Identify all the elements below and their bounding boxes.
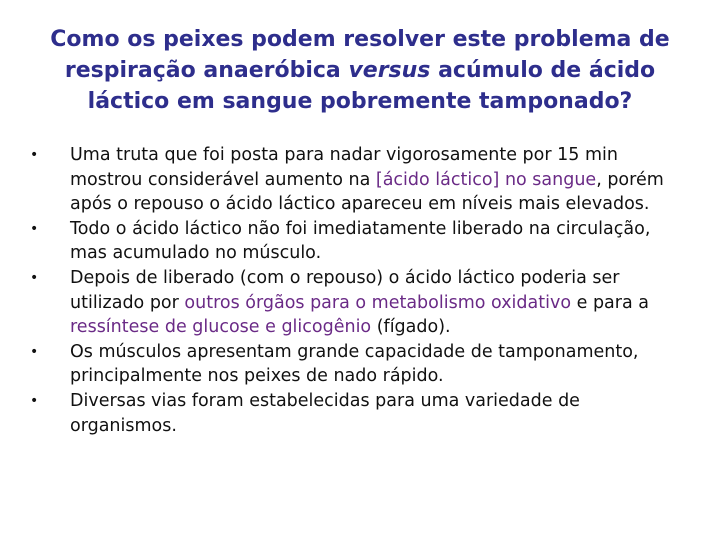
bullet-4-text: Os músculos apresentam grande capacidade de tamponamento, principalmente nos peixes de nado rápido. bbox=[70, 341, 639, 387]
slide-title bbox=[40, 24, 680, 117]
bullet-marker: • bbox=[30, 147, 39, 163]
highlight-resynthesis: ressíntese de glucose e glicogênio bbox=[70, 317, 372, 338]
bullet-3-text-mid: e para a bbox=[571, 292, 649, 313]
bullet-marker: • bbox=[30, 392, 39, 409]
title-line-2 bbox=[40, 55, 680, 86]
title-line-1: Como os peixes podem resolver este problema de bbox=[50, 27, 670, 52]
bullet-3-text-end: (fígado). bbox=[371, 317, 451, 338]
bullet-marker: • bbox=[30, 269, 39, 286]
bullet-item-2 bbox=[28, 217, 688, 266]
bullet-marker: • bbox=[30, 220, 39, 237]
title-line-2-end: acúmulo de ácido bbox=[430, 58, 656, 83]
bullet-1-text-end: , porém após o repouso o ácido láctico apareceu em níveis mais elevados. bbox=[70, 169, 664, 215]
bullet-list bbox=[28, 143, 688, 438]
title-line-2-start: respiração anaeróbica bbox=[64, 58, 349, 83]
bullet-marker: • bbox=[30, 343, 39, 360]
bullet-item-3 bbox=[28, 266, 688, 340]
bullet-item-5 bbox=[28, 389, 688, 438]
bullet-3-text: Depois de liberado (com o repouso) o ácido láctico poderia ser utilizado por bbox=[70, 267, 620, 313]
bullet-2-text: Todo o ácido láctico não foi imediatamente liberado na circulação, mas acumulado no músculo. bbox=[70, 218, 651, 264]
highlight-other-organs: outros órgãos para o metabolismo oxidativo bbox=[184, 292, 572, 313]
highlight-lactic-acid-in-blood: [ácido láctico] no sangue bbox=[375, 169, 597, 190]
title-emphasis-versus: versus bbox=[348, 58, 431, 83]
bullet-item-4 bbox=[28, 340, 688, 389]
bullet-1-text: Uma truta que foi posta para nadar vigorosamente por 15 min mostrou considerável aumento na bbox=[70, 145, 618, 190]
title-line-3: láctico em sangue pobremente tamponado? bbox=[87, 89, 633, 114]
bullet-item-1 bbox=[28, 143, 688, 217]
bullet-5-text: Diversas vias foram estabelecidas para uma variedade de organismos. bbox=[70, 390, 580, 436]
